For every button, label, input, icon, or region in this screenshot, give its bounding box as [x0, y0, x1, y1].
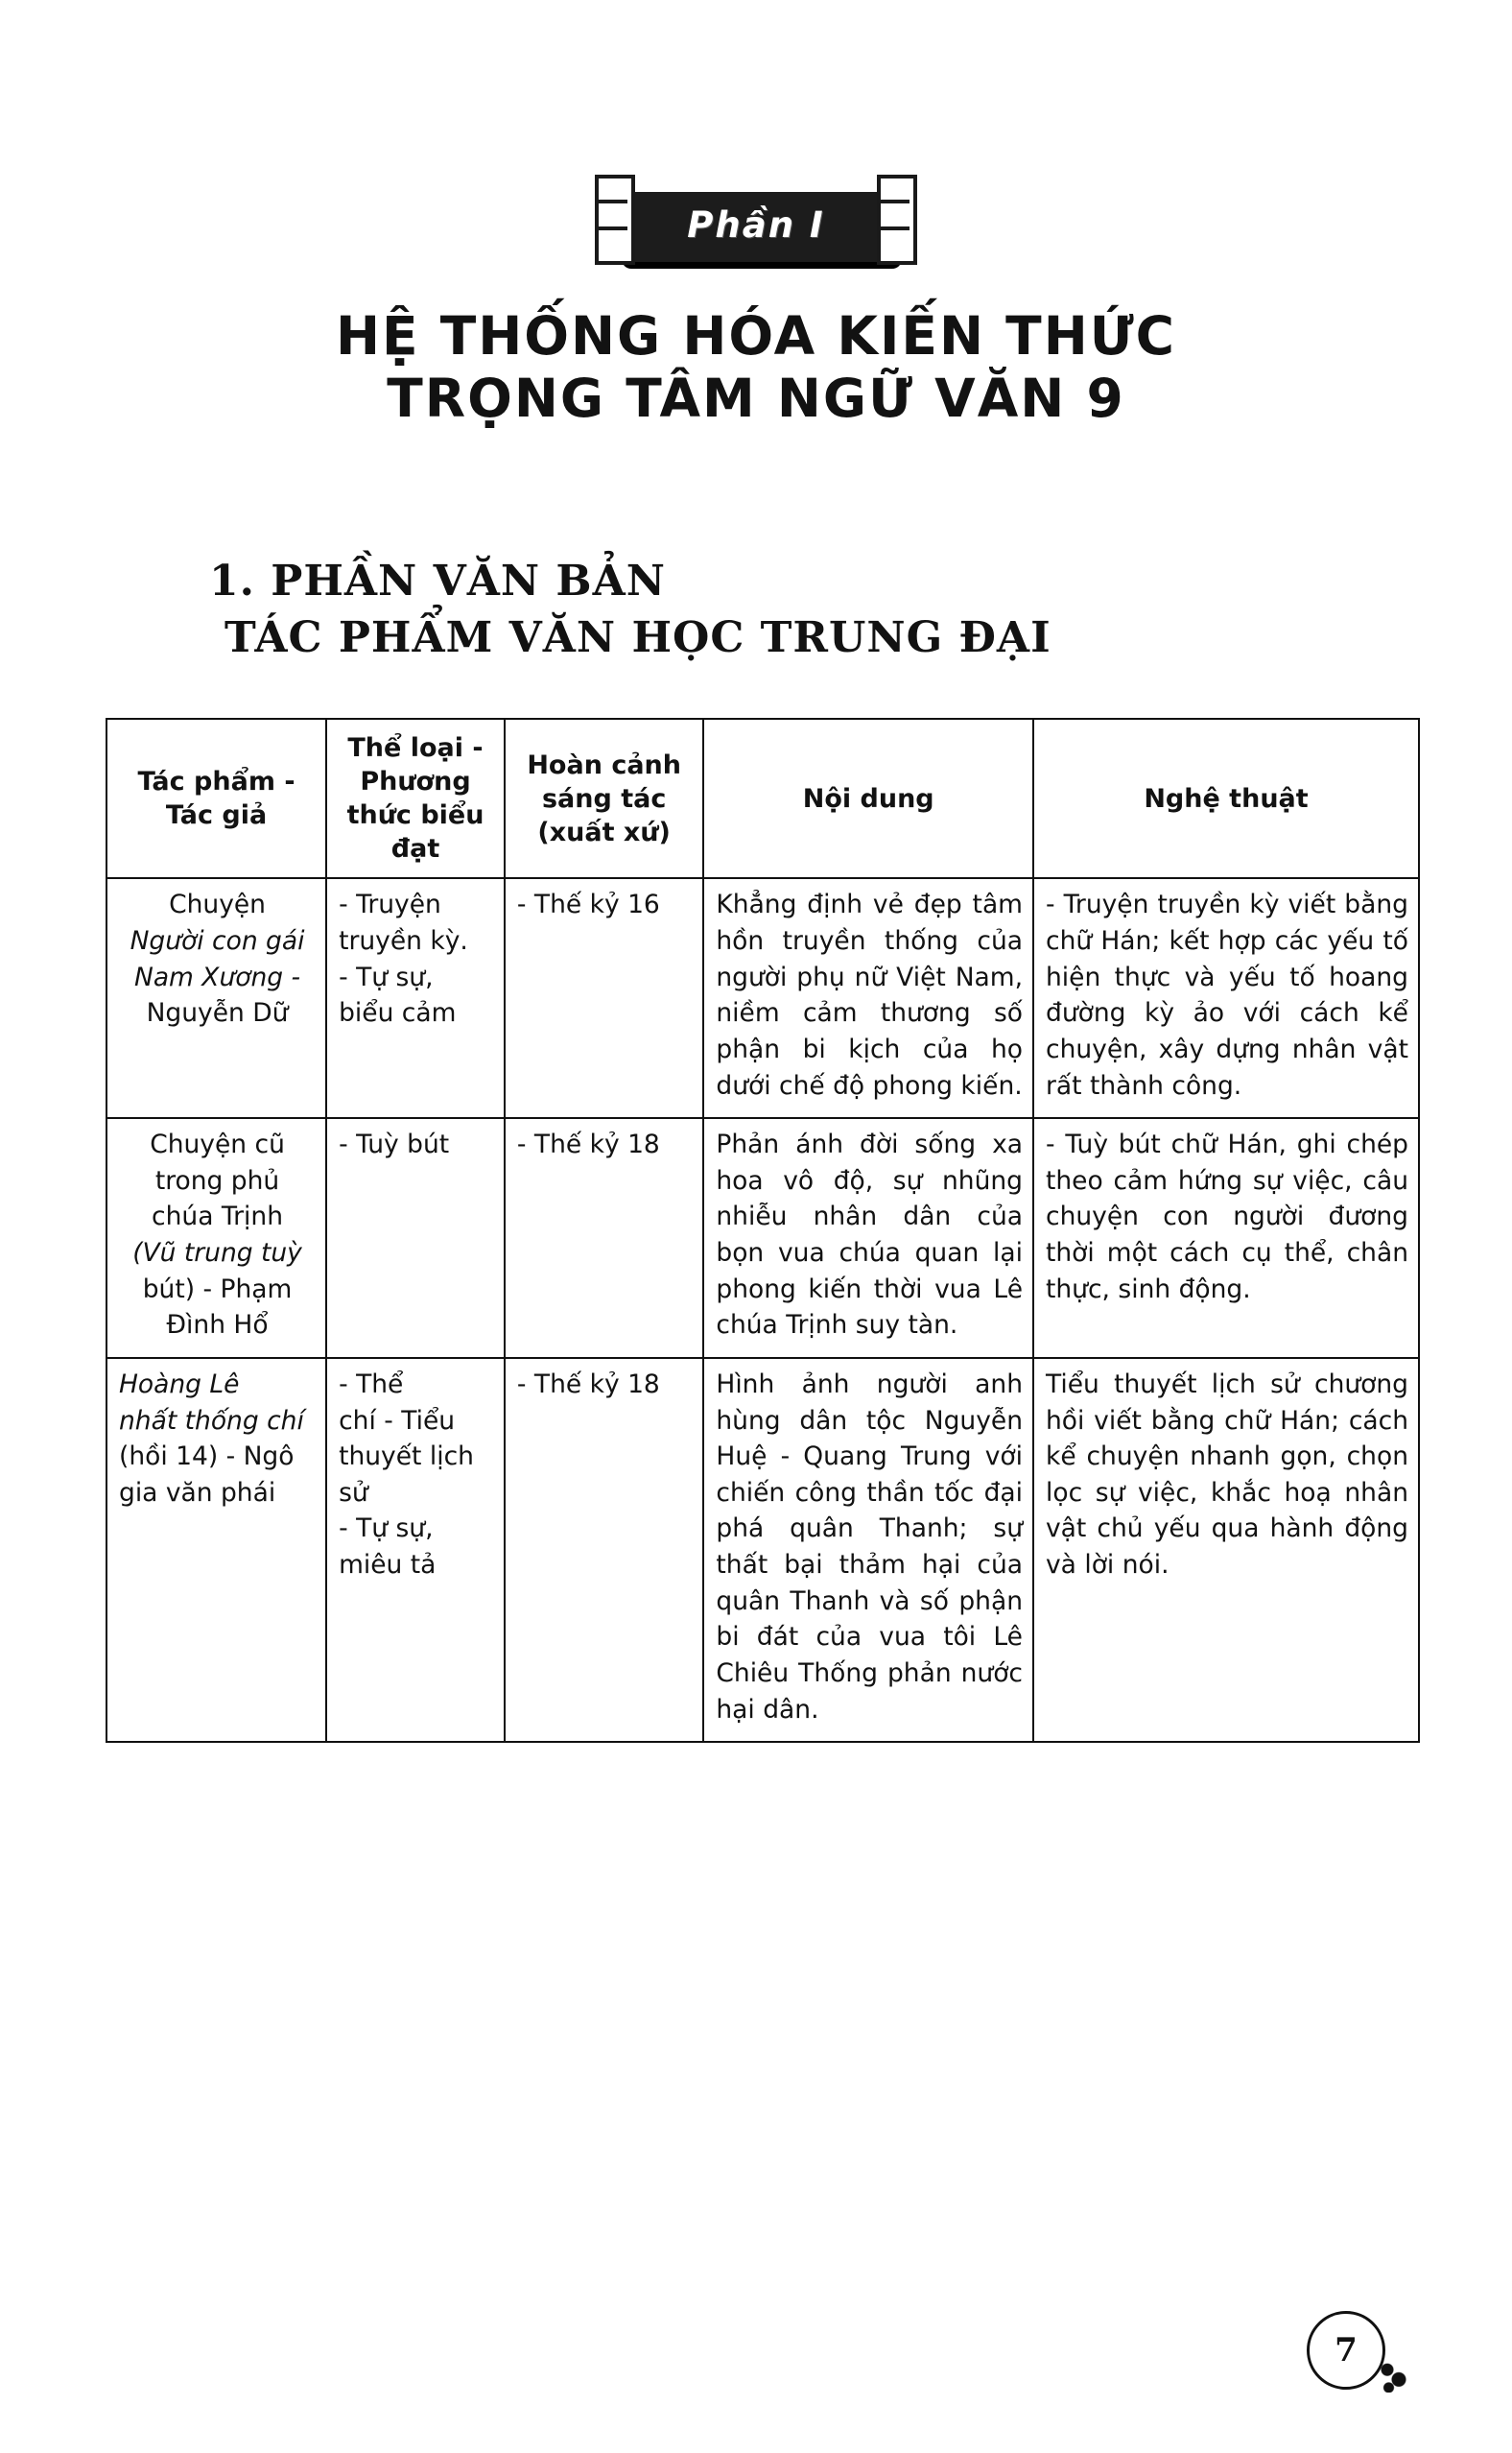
genre-line-2: chí - Tiểu — [339, 1405, 456, 1436]
part-banner-box — [616, 192, 895, 262]
cell-content: Hình ảnh người anh hùng dân tộc Nguyễn Huệ - Quang Trung với chiến công thần tốc đại phá quân Thanh; sự thất bại thảm hại của quân Thanh và số phận bi đát của vua tôi Lê Chiêu Thống phản nước hại dân. — [703, 1358, 1033, 1742]
work-line-4: gia văn phái — [119, 1477, 276, 1508]
table-row — [106, 1118, 1419, 1358]
work-line-5: bút) - Phạm — [142, 1274, 293, 1304]
column-header-work-author — [106, 719, 326, 878]
part-banner — [0, 192, 1512, 262]
header-genre-line-1: Thể loại - — [347, 733, 484, 763]
cell-work-author — [106, 1358, 326, 1742]
table-header-row — [106, 719, 1419, 878]
header-work-line-1: Tác phẩm - — [137, 767, 295, 798]
header-genre-line-3: thức biểu — [346, 800, 484, 831]
page-number-text: 7 — [1335, 2331, 1358, 2370]
section-subtitle: TÁC PHẨM VĂN HỌC TRUNG ĐẠI — [224, 613, 1051, 663]
genre-line-5: - Tự sự, — [339, 1513, 434, 1544]
work-line-4: (Vũ trung tuỳ — [132, 1238, 302, 1268]
ribbon-right-decoration — [877, 175, 917, 265]
cell-genre — [326, 1118, 505, 1358]
header-content-label: Nội dung — [802, 783, 934, 814]
work-line-2: nhất thống chí — [119, 1405, 304, 1436]
genre-line-4: sử — [339, 1477, 368, 1508]
genre-line-2: truyền kỳ. — [339, 926, 468, 956]
header-context-line-3: (xuất xứ) — [537, 817, 671, 847]
context-text: - Thế kỷ 18 — [516, 1369, 660, 1399]
column-header-art — [1033, 719, 1419, 878]
section-number-title: 1. PHẦN VĂN BẢN — [209, 557, 666, 606]
cell-context — [505, 878, 703, 1118]
work-line-2: Người con gái — [130, 926, 305, 956]
cell-work-author — [106, 1118, 326, 1358]
work-line-1: Hoàng Lê — [119, 1369, 240, 1399]
cell-content: Khẳng định vẻ đẹp tâm hồn truyền thống của người phụ nữ Việt Nam, niềm cảm thương số phận bi kịch của họ dưới chế độ phong kiến. — [703, 878, 1033, 1118]
table-row — [106, 878, 1419, 1118]
work-line-3: (hồi 14) - Ngô — [119, 1441, 295, 1472]
context-text: - Thế kỷ 16 — [516, 890, 660, 920]
column-header-content — [703, 719, 1033, 878]
work-line-6: Đình Hổ — [166, 1310, 269, 1341]
cell-work-author — [106, 878, 326, 1118]
ribbon-left-decoration — [595, 175, 635, 265]
column-header-context — [505, 719, 703, 878]
literature-table — [106, 718, 1420, 1743]
genre-line-6: miêu tả — [339, 1550, 437, 1580]
header-context-line-1: Hoàn cảnh — [527, 750, 681, 780]
content-table-wrapper — [106, 718, 1420, 1743]
work-line-1: Chuyện cũ — [150, 1130, 285, 1160]
work-line-3: chúa Trịnh — [152, 1202, 284, 1232]
page-title-line-1: HỆ THỐNG HÓA KIẾN THỨC — [335, 305, 1177, 367]
cell-art: - Truyện truyền kỳ viết bằng chữ Hán; kết hợp các yếu tố hiện thực và yếu tố hoang đường kỳ ảo với cách kể chuyện, xây dựng nhân vật rất thành công. — [1033, 878, 1419, 1118]
page-number-badge — [1307, 2311, 1385, 2390]
work-line-2: trong phủ — [154, 1165, 280, 1196]
page-title-line-2: TRỌNG TÂM NGỮ VĂN 9 — [387, 367, 1125, 429]
work-line-1: Chuyện — [169, 890, 266, 920]
header-genre-line-2: Phương — [360, 767, 471, 798]
work-line-4: Nguyễn Dữ — [146, 998, 289, 1029]
genre-line-1: - Truyện — [339, 890, 441, 920]
section-heading — [209, 553, 1051, 667]
cell-art: Tiểu thuyết lịch sử chương hồi viết bằng chữ Hán; cách kể chuyện nhanh gọn, chọn lọc sự việc, khắc hoạ nhân vật chủ yếu qua hành động và lời nói. — [1033, 1358, 1419, 1742]
genre-line-1: - Tuỳ bút — [339, 1130, 450, 1160]
table-row — [106, 1358, 1419, 1742]
column-header-genre — [326, 719, 505, 878]
genre-line-3: thuyết lịch — [339, 1441, 474, 1472]
header-work-line-2: Tác giả — [165, 800, 268, 831]
work-line-3: Nam Xương - — [134, 962, 301, 992]
cell-context — [505, 1358, 703, 1742]
header-art-label: Nghệ thuật — [1144, 783, 1309, 814]
cell-content: Phản ánh đời sống xa hoa vô độ, sự nhũng nhiễu nhân dân của bọn vua chúa quan lại phong kiến thời vua Lê chúa Trịnh suy tàn. — [703, 1118, 1033, 1358]
genre-line-3: - Tự sự, — [339, 962, 434, 992]
cell-art: - Tuỳ bút chữ Hán, ghi chép theo cảm hứng sự việc, câu chuyện con người đương thời một cách cụ thể, chân thực, sinh động. — [1033, 1118, 1419, 1358]
genre-line-1: - Thể — [339, 1369, 404, 1399]
cell-context — [505, 1118, 703, 1358]
context-text: - Thế kỷ 18 — [516, 1130, 660, 1160]
cell-genre — [326, 1358, 505, 1742]
genre-line-4: biểu cảm — [339, 998, 457, 1029]
header-context-line-2: sáng tác — [541, 783, 667, 814]
page-title — [0, 305, 1512, 430]
cell-genre — [326, 878, 505, 1118]
part-label: Phần I — [687, 204, 825, 246]
header-genre-line-4: đạt — [390, 834, 440, 865]
